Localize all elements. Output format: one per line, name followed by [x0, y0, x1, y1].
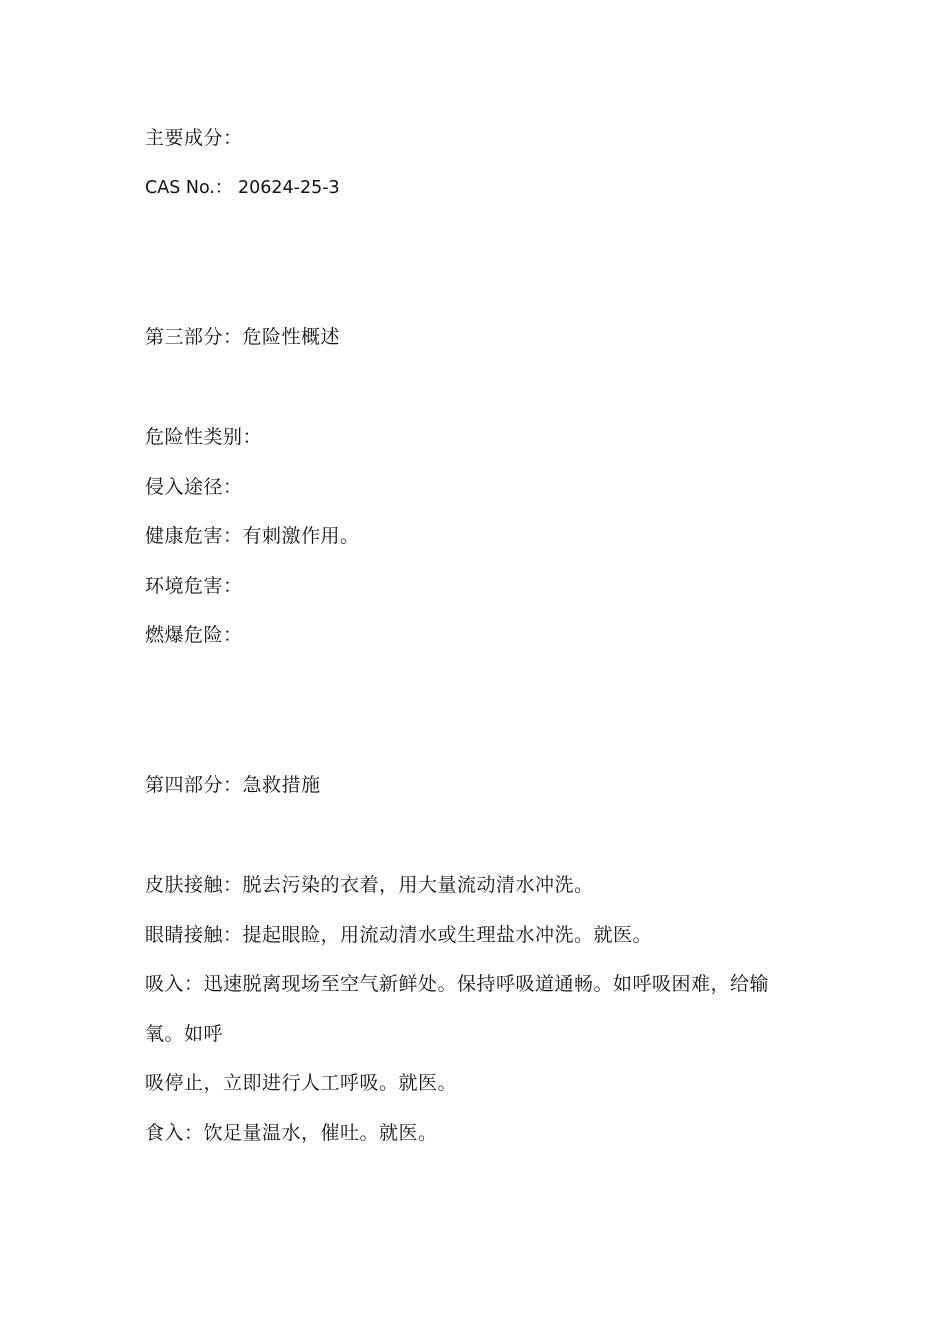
environment-hazard: 环境危害： [145, 575, 243, 597]
cas-number: CAS No.： 20624-25-3 [145, 178, 340, 198]
part3-heading: 第三部分：危险性概述 [145, 326, 341, 348]
ingestion: 食入：饮足量温水，催吐。就医。 [145, 1122, 438, 1144]
hazard-class: 危险性类别： [145, 426, 263, 448]
health-hazard: 健康危害：有刺激作用。 [145, 525, 360, 547]
inhalation-line-3: 吸停止，立即进行人工呼吸。就医。 [145, 1072, 458, 1094]
skin-contact: 皮肤接触：脱去污染的衣着，用大量流动清水冲洗。 [145, 874, 594, 896]
part4-heading: 第四部分：急救措施 [145, 774, 321, 796]
inhalation-line-2: 氧。如呼 [145, 1023, 224, 1045]
entry-route: 侵入途径： [145, 476, 243, 498]
eye-contact: 眼睛接触：提起眼睑，用流动清水或生理盐水冲洗。就医。 [145, 924, 653, 946]
fire-explosion-hazard: 燃爆危险： [145, 624, 243, 646]
inhalation-line-1: 吸入：迅速脱离现场至空气新鲜处。保持呼吸道通畅。如呼吸困难，给输 [145, 973, 770, 995]
composition-label: 主要成分： [145, 127, 243, 149]
